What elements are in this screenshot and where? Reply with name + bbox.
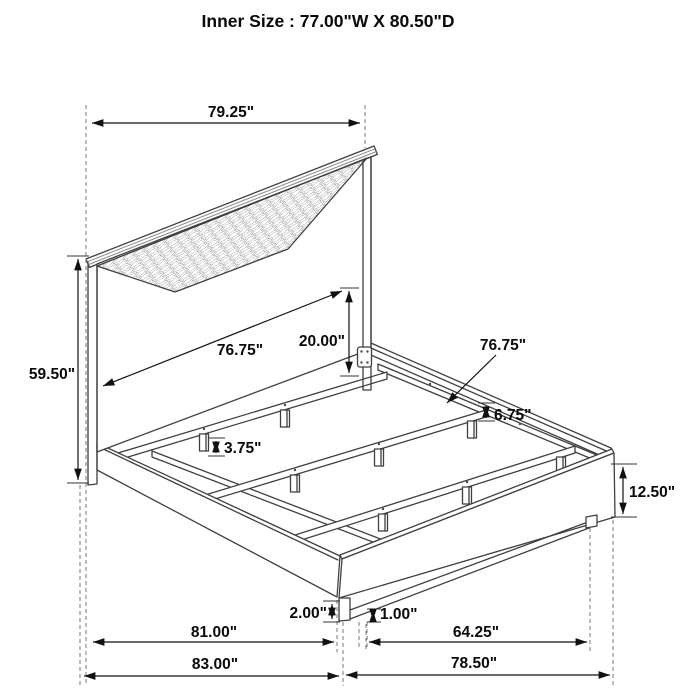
- headboard: [86, 146, 377, 485]
- dim-side-rail-gap: 6.75": [494, 407, 532, 424]
- footboard-left-post: [339, 598, 350, 621]
- dim-floor-clearance: 1.00": [380, 606, 418, 623]
- footboard-right-leg: [586, 515, 597, 528]
- dim-footboard-width: 78.50": [450, 655, 498, 672]
- headboard-left-leg: [88, 262, 97, 485]
- dim-headboard-height: 59.50": [28, 366, 76, 383]
- footboard: [339, 449, 615, 621]
- dim-overall-depth: 83.00": [191, 656, 239, 673]
- dim-support-leg-height: 3.75": [224, 440, 262, 457]
- dim-footboard-height: 12.50": [629, 484, 676, 501]
- rail-bracket: [358, 347, 372, 367]
- dim-footboard-corner-height: 2.00": [289, 605, 327, 622]
- page-title: Inner Size : 77.00"W X 80.50"D: [201, 11, 455, 31]
- dim-frame-inner-depth: 81.00": [190, 624, 238, 641]
- dim-leg-inner-span: 64.25": [452, 624, 500, 641]
- dim-headboard-width: 79.25": [207, 104, 255, 121]
- dim-headboard-panel-width: 76.75": [216, 342, 264, 359]
- dim-slat-rail-length: 76.75": [479, 337, 527, 354]
- dim-headboard-lower-height: 20.00": [298, 333, 345, 350]
